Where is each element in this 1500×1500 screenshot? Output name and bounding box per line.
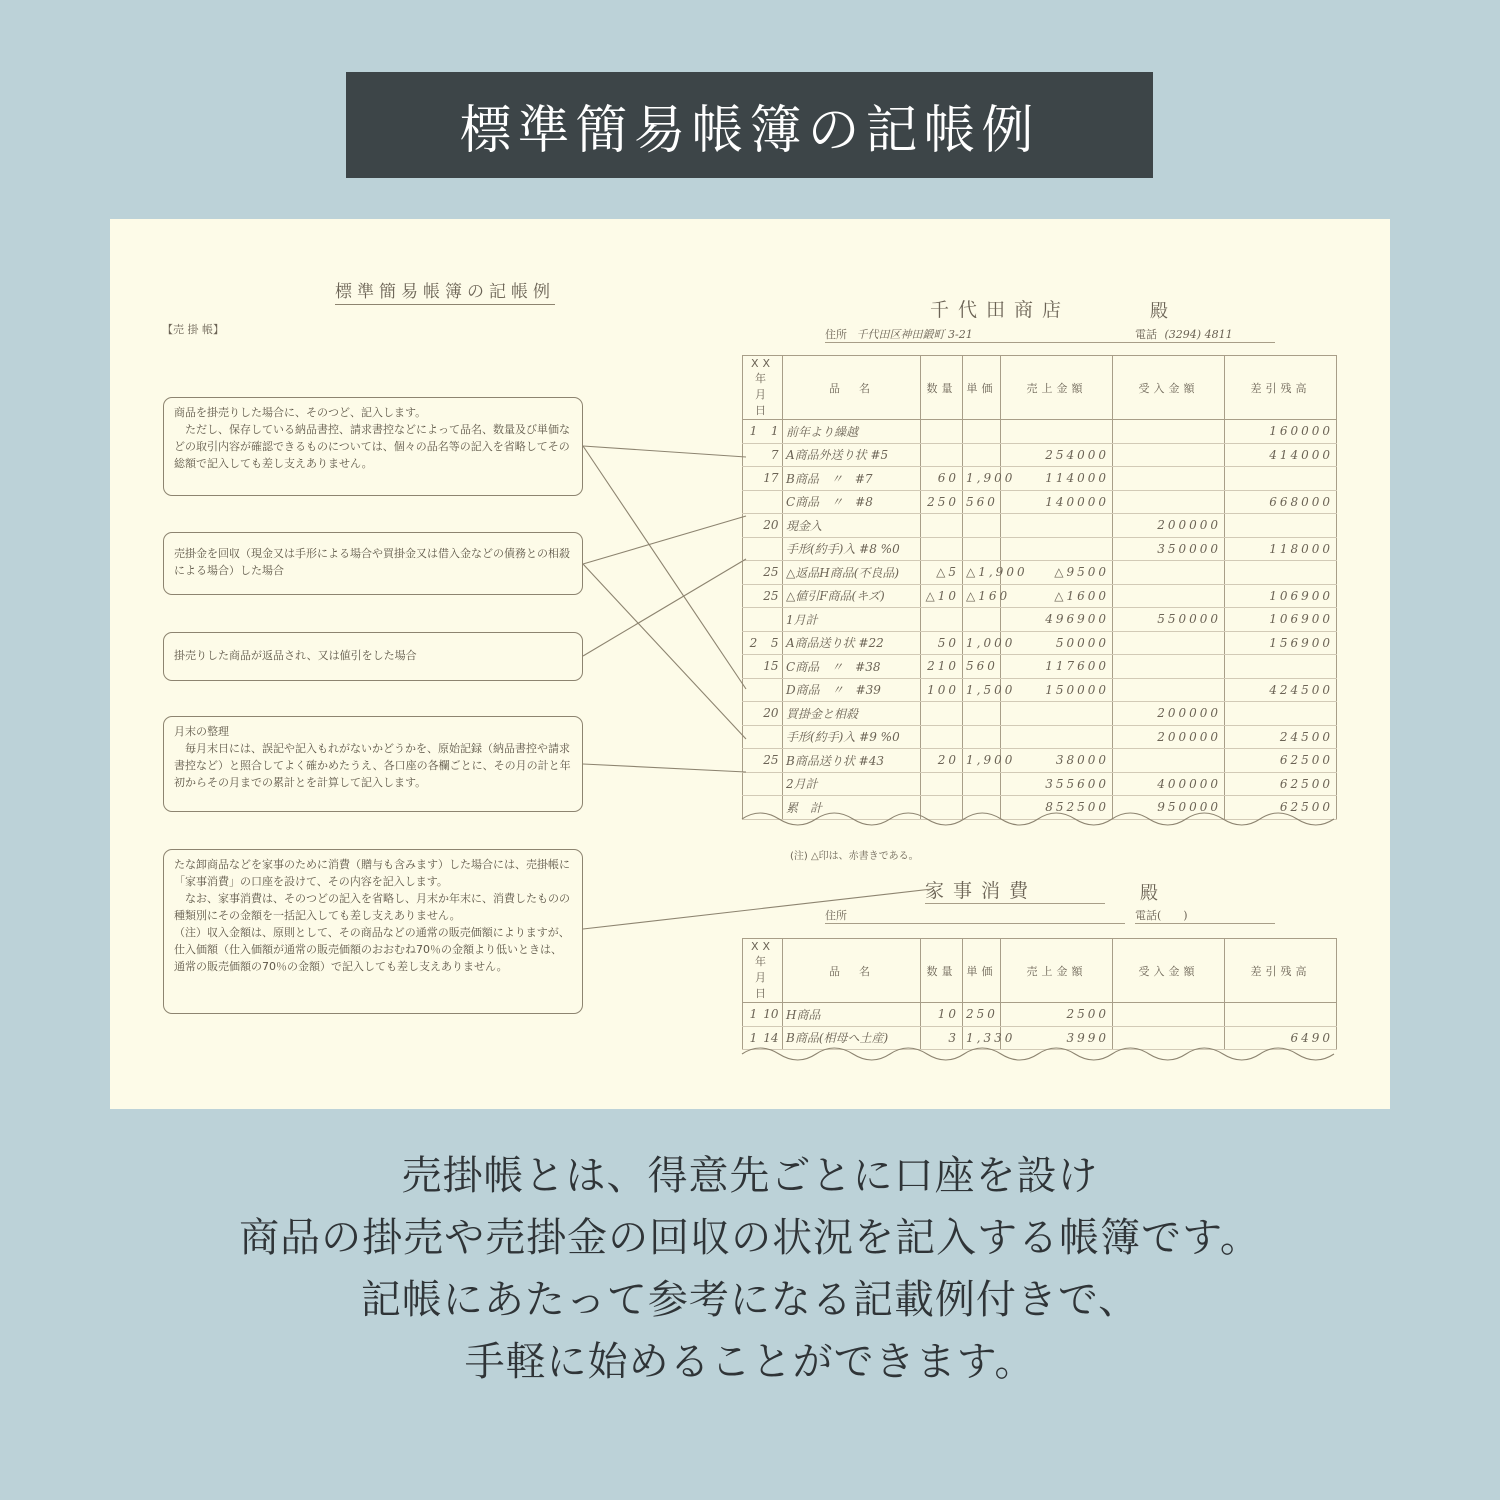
month: 1 xyxy=(749,424,758,439)
footnote: (注) △印は、赤書きである。 xyxy=(790,851,919,862)
note-box-credit-sale: 商品を掛売りした場合に、そのつど、記入します。 ただし、保存している納品書控、請求書控などによって品名、数量及び単価などの取引内容が確認できるものについては、個々の品名等の記入を省略してその総額で記入しても差し支えありません。 xyxy=(163,397,583,496)
arrow-credit-sale xyxy=(583,446,746,457)
day: 25 xyxy=(763,588,779,603)
arrow-credit-sale-2 xyxy=(583,446,746,689)
balance-cell: 156900 xyxy=(1225,631,1337,655)
account2-col-header: 売上金額 xyxy=(1001,939,1113,1003)
month: 1 xyxy=(749,1007,758,1022)
price-cell: 1,900 xyxy=(963,467,1001,491)
sales-cell: 852500 xyxy=(1001,796,1113,820)
item-cell: D商品 〃 #39 xyxy=(783,678,921,702)
account1-col-header: 受入金額 xyxy=(1113,356,1225,420)
balance-cell: 414000 xyxy=(1225,443,1337,467)
account1-col-header: 単価 xyxy=(963,356,1001,420)
note-box-household: たな卸商品などを家事のために消費（贈与も含みます）した場合には、売掛帳に「家事消費」の口座を設けて、その内容を記入します。 なお、家事消費は、そのつどの記入を省略し、月末か年末に、消費したものの種類別にその金額を一括記入しても差し支えありません。 （注）収入金額は、原則として、その商品などの通常の販売価額によりますが、仕入価額（仕入価額が通常の販売価額のおおむね70％の金額より低いときは、通常の販売価額の70％の金額）で記入しても差し支えありません。 xyxy=(163,849,583,1014)
account2-phone-label: 電話( ) xyxy=(1135,907,1275,924)
item-cell: 2月計 xyxy=(783,772,921,796)
month: 2 xyxy=(749,635,758,650)
account1-phone-label: 電話 xyxy=(1135,328,1157,341)
day: 14 xyxy=(763,1030,779,1045)
item-cell: 現金入 xyxy=(783,514,921,538)
arrow-household xyxy=(583,889,932,929)
balance-cell: 62500 xyxy=(1225,772,1337,796)
qty-cell: △5 xyxy=(921,561,963,585)
connector-arrows xyxy=(110,219,1390,1109)
account2-col-header: 数量 xyxy=(921,939,963,1003)
note-box-month-end: 月末の整理 毎月末日には、誤記や記入もれがないかどうかを、原始記録（納品書控や請求書控など）と照合してよく確かめたうえ、各口座の各欄ごとに、その月の計と年初からその月までの累計とを計算して記入します。 xyxy=(163,716,583,812)
qty-cell: 250 xyxy=(921,490,963,514)
account2-col-header: 受入金額 xyxy=(1113,939,1225,1003)
received-cell: 200000 xyxy=(1113,514,1225,538)
qty-cell: 3 xyxy=(921,1026,963,1050)
account2-col-header: 差引残高 xyxy=(1225,939,1337,1003)
day: 7 xyxy=(770,447,779,462)
sales-cell: 254000 xyxy=(1001,443,1113,467)
item-cell: C商品 〃 #8 xyxy=(783,490,921,514)
balance-cell: 62500 xyxy=(1225,796,1337,820)
account2-col-header: XX年 月 日 xyxy=(743,939,783,1003)
day: 25 xyxy=(763,565,779,580)
balance-cell: 118000 xyxy=(1225,537,1337,561)
qty-cell: △10 xyxy=(921,584,963,608)
item-cell: 1月計 xyxy=(783,608,921,632)
account1-col-header: 品 名 xyxy=(783,356,921,420)
day: 1 xyxy=(770,424,779,439)
item-cell: △返品H商品(不良品) xyxy=(783,561,921,585)
account1-address: 千代田区神田鍛町 3-21 xyxy=(856,328,973,341)
arrow-collection-2 xyxy=(583,564,746,739)
received-cell: 200000 xyxy=(1113,702,1225,726)
item-cell: 手形(約手)入 #8 %0 xyxy=(783,537,921,561)
sales-cell: 496900 xyxy=(1001,608,1113,632)
item-cell: B商品送り状 #43 xyxy=(783,749,921,773)
sales-cell: 117600 xyxy=(1001,655,1113,679)
balance-cell: 62500 xyxy=(1225,749,1337,773)
item-cell: A商品送り状 #22 xyxy=(783,631,921,655)
caption xyxy=(0,1145,1500,1393)
price-cell: 1,900 xyxy=(963,749,1001,773)
ledger-name: 【売 掛 帳】 xyxy=(162,323,224,336)
price-cell: △1,900 xyxy=(963,561,1001,585)
price-cell: 560 xyxy=(963,655,1001,679)
account2-col-header: 単価 xyxy=(963,939,1001,1003)
ledger-wave-cuts xyxy=(742,813,1334,1060)
item-cell: 前年より繰越 xyxy=(783,420,921,444)
banner-title: 標準簡易帳簿の記帳例 xyxy=(459,100,1040,161)
caption-line-1: 売掛帳とは、得意先ごとに口座を設け xyxy=(401,1153,1099,1199)
price-cell: 1,330 xyxy=(963,1026,1001,1050)
received-cell: 200000 xyxy=(1113,725,1225,749)
title-banner xyxy=(346,72,1153,178)
qty-cell: 50 xyxy=(921,631,963,655)
caption-line-3: 記帳にあたって参考になる記載例付きで、 xyxy=(360,1277,1140,1323)
item-cell: C商品 〃 #38 xyxy=(783,655,921,679)
account1-name: 千代田商店 xyxy=(930,299,1071,321)
arrow-collection xyxy=(583,516,746,564)
day: 25 xyxy=(763,753,779,768)
caption-line-4: 手軽に始めることができます。 xyxy=(464,1339,1036,1385)
received-cell: 350000 xyxy=(1113,537,1225,561)
sales-cell: 140000 xyxy=(1001,490,1113,514)
balance-cell: 24500 xyxy=(1225,725,1337,749)
sheet-title: 標準簡易帳簿の記帳例 xyxy=(335,277,555,305)
account1-col-header: XX年 月 日 xyxy=(743,356,783,420)
day: 17 xyxy=(763,471,779,486)
month: 1 xyxy=(749,1030,758,1045)
balance-cell: 668000 xyxy=(1225,490,1337,514)
caption-line-2: 商品の掛売や売掛金の回収の状況を記入する帳簿です。 xyxy=(239,1215,1261,1261)
price-cell: 250 xyxy=(963,1003,1001,1027)
note-box-return: 掛売りした商品が返品され、又は値引をした場合 xyxy=(163,632,583,681)
account1-col-header: 売上金額 xyxy=(1001,356,1113,420)
price-cell: 1,500 xyxy=(963,678,1001,702)
sales-cell: △9500 xyxy=(1001,561,1113,585)
received-cell: 950000 xyxy=(1113,796,1225,820)
arrow-return xyxy=(583,559,746,656)
sales-cell: 38000 xyxy=(1001,749,1113,773)
sales-cell: 3990 xyxy=(1001,1026,1113,1050)
balance-cell: 106900 xyxy=(1225,584,1337,608)
note-box-collection: 売掛金を回収（現金又は手形による場合や買掛金又は借入金などの債務との相殺による場合）した場合 xyxy=(163,532,583,595)
account2-suffix: 殿 xyxy=(1140,883,1158,904)
received-cell: 550000 xyxy=(1113,608,1225,632)
item-cell: 買掛金と相殺 xyxy=(783,702,921,726)
item-cell: H商品 xyxy=(783,1003,921,1027)
sales-cell: 2500 xyxy=(1001,1003,1113,1027)
item-cell: △値引F商品(キズ) xyxy=(783,584,921,608)
account1-address-label: 住所 xyxy=(825,328,847,341)
account2-address-label: 住所 xyxy=(825,907,1125,924)
qty-cell: 60 xyxy=(921,467,963,491)
price-cell: △160 xyxy=(963,584,1001,608)
balance-cell: 6490 xyxy=(1225,1026,1337,1050)
balance-cell: 106900 xyxy=(1225,608,1337,632)
account1-suffix: 殿 xyxy=(1150,301,1168,322)
account1-col-header: 数量 xyxy=(921,356,963,420)
item-cell: B商品 〃 #7 xyxy=(783,467,921,491)
sales-cell: 150000 xyxy=(1001,678,1113,702)
price-cell: 1,000 xyxy=(963,631,1001,655)
day: 20 xyxy=(763,518,779,533)
sales-cell: 355600 xyxy=(1001,772,1113,796)
account1-col-header: 差引残高 xyxy=(1225,356,1337,420)
item-cell: B商品(相母へ土産) xyxy=(783,1026,921,1050)
account2-col-header: 品 名 xyxy=(783,939,921,1003)
day: 15 xyxy=(763,659,779,674)
balance-cell: 160000 xyxy=(1225,420,1337,444)
sales-cell: △1600 xyxy=(1001,584,1113,608)
balance-cell: 424500 xyxy=(1225,678,1337,702)
sales-cell: 50000 xyxy=(1001,631,1113,655)
qty-cell: 20 xyxy=(921,749,963,773)
ledger-sample-sheet xyxy=(110,219,1390,1109)
price-cell: 560 xyxy=(963,490,1001,514)
day: 20 xyxy=(763,706,779,721)
item-cell: 手形(約手)入 #9 %0 xyxy=(783,725,921,749)
day: 5 xyxy=(770,635,779,650)
qty-cell: 10 xyxy=(921,1003,963,1027)
account1-phone: (3294) 4811 xyxy=(1164,328,1233,341)
qty-cell: 210 xyxy=(921,655,963,679)
account2-name: 家事消費 xyxy=(925,876,1105,904)
received-cell: 400000 xyxy=(1113,772,1225,796)
item-cell: A商品外送り状 #5 xyxy=(783,443,921,467)
item-cell: 累 計 xyxy=(783,796,921,820)
day: 10 xyxy=(763,1007,779,1022)
sales-cell: 114000 xyxy=(1001,467,1113,491)
arrow-month-end xyxy=(583,764,746,772)
qty-cell: 100 xyxy=(921,678,963,702)
